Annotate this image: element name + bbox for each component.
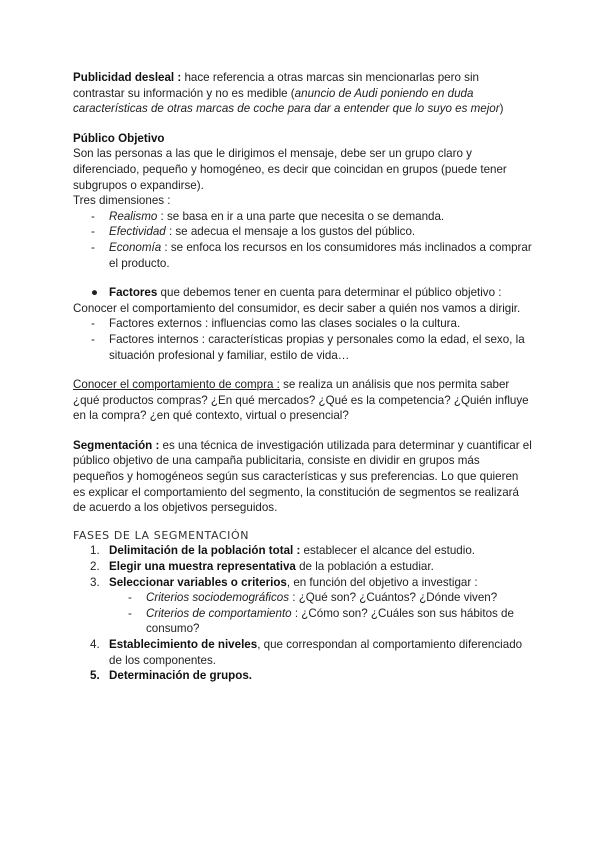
- publicidad-example: anuncio de Audi poniendo en duda características de otras marcas de coche para dar a entender que lo suyo es mejor: [73, 86, 500, 116]
- step-number: 4.: [90, 638, 100, 651]
- criterio-term: Criterios de comportamiento: [146, 606, 292, 620]
- criterio-text: : ¿Cómo son? ¿Cuáles son sus hábitos de consumo?: [146, 606, 514, 636]
- list-item: [73, 559, 533, 575]
- list-item: [73, 224, 533, 240]
- dimension-text: : se enfoca los recursos en los consumidores más inclinados a comprar el producto.: [109, 240, 532, 270]
- criterios-list: [73, 590, 533, 637]
- step-bold: Determinación de grupos.: [109, 669, 253, 683]
- list-item: [73, 240, 533, 271]
- document-page: [73, 70, 533, 684]
- step-number: 2.: [90, 560, 100, 574]
- fases-list: [73, 543, 533, 683]
- segmentacion-text: es una técnica de investigación utilizada para determinar y cuantificar el público objetivo de una campaña publicitaria, consiste en dividir en grupos más pequeños y homogéneos según sus características y sus preferencias. Lo que quieren es explicar el comportamiento del segmento, la constitución de segmentos se realizará de acuerdo a los objetivos perseguidos.: [73, 438, 532, 515]
- publicidad-close: ): [499, 102, 504, 116]
- step-number: 1.: [90, 544, 100, 558]
- step-bold: Establecimiento de niveles: [109, 638, 258, 651]
- step-text: , en función del objetivo a investigar :: [286, 575, 478, 589]
- factores-list: [73, 316, 533, 363]
- publico-title-text: Público Objetivo: [73, 131, 165, 145]
- step-bold: Delimitación de la población total :: [109, 544, 301, 558]
- publicidad-desleal-label: Publicidad desleal :: [73, 71, 182, 84]
- dimension-term: Efectividad: [109, 225, 166, 239]
- step-text: , que correspondan al comportamiento diferenciado de los componentes.: [109, 638, 523, 667]
- segmentacion-label: Segmentación :: [73, 438, 160, 452]
- comportamiento-compra-text: se realiza un análisis que nos permita saber ¿qué productos compras? ¿En qué mercados? ¿Qué es la competencia? ¿Quién influye en la compra? ¿en qué contexto, virtual o presencial?: [73, 378, 529, 423]
- list-item: [73, 606, 533, 637]
- step-number: 3.: [90, 575, 100, 589]
- list-item: [73, 575, 533, 637]
- list-item: [73, 209, 533, 225]
- step-number: 5.: [90, 669, 100, 683]
- step-text: establecer el alcance del estudio.: [300, 544, 475, 558]
- publicidad-desleal-text: hace referencia a otras marcas sin mencionarlas pero sin contrastar su información y no es medible (: [73, 71, 479, 100]
- list-item: - Factores internos : características propias y personales como la edad, el sexo, la situación profesional y familiar, estilo de vida…: [73, 332, 533, 363]
- factores-text: que debemos tener en cuenta para determinar el público objetivo : Conocer el comportamiento del consumidor, es decir saber a quién nos vamos a dirigir.: [73, 286, 521, 315]
- dimension-term: Realismo: [109, 209, 158, 223]
- criterio-text: : ¿Qué son? ¿Cuántos? ¿Dónde viven?: [289, 591, 498, 605]
- list-item: - Factores externos : influencias como las clases sociales o la cultura.: [73, 316, 533, 332]
- comportamiento-compra-paragraph: [73, 377, 533, 424]
- dimensiones-intro: Tres dimensiones :: [73, 194, 171, 208]
- step-bold: Elegir una muestra representativa: [109, 560, 296, 574]
- segmentacion-paragraph: [73, 438, 533, 516]
- dimension-text: : se adecua el mensaje a los gustos del público.: [165, 225, 416, 239]
- list-item: [73, 668, 533, 684]
- list-item: [73, 543, 533, 559]
- publico-objetivo-title: [73, 131, 533, 147]
- dimension-text: : se basa en ir a una parte que necesita o se demanda.: [157, 209, 445, 223]
- publicidad-desleal-paragraph: [73, 70, 533, 117]
- publico-objetivo-text: Son las personas a las que le dirigimos el mensaje, debe ser un grupo claro y diferenciado, pequeño y homogéneo, es decir que coincidan en grupos (puede tener subgrupos o expandirse).: [73, 147, 507, 192]
- step-text: de la población a estudiar.: [295, 560, 434, 574]
- criterio-term: Criterios sociodemográficos: [146, 591, 290, 605]
- step-bold: Seleccionar variables o criterios: [109, 575, 287, 589]
- fases-title: FASES DE LA SEGMENTACIÓN: [73, 528, 250, 542]
- factores-label: Factores: [109, 286, 158, 300]
- dimensiones-list: [73, 209, 533, 271]
- dimension-term: Economía: [109, 240, 162, 254]
- factores-paragraph: [73, 285, 533, 316]
- bullet-icon: ●: [91, 286, 99, 300]
- list-item: [73, 590, 533, 606]
- list-item: [73, 637, 533, 668]
- comportamiento-compra-label: Conocer el comportamiento de compra :: [73, 378, 280, 392]
